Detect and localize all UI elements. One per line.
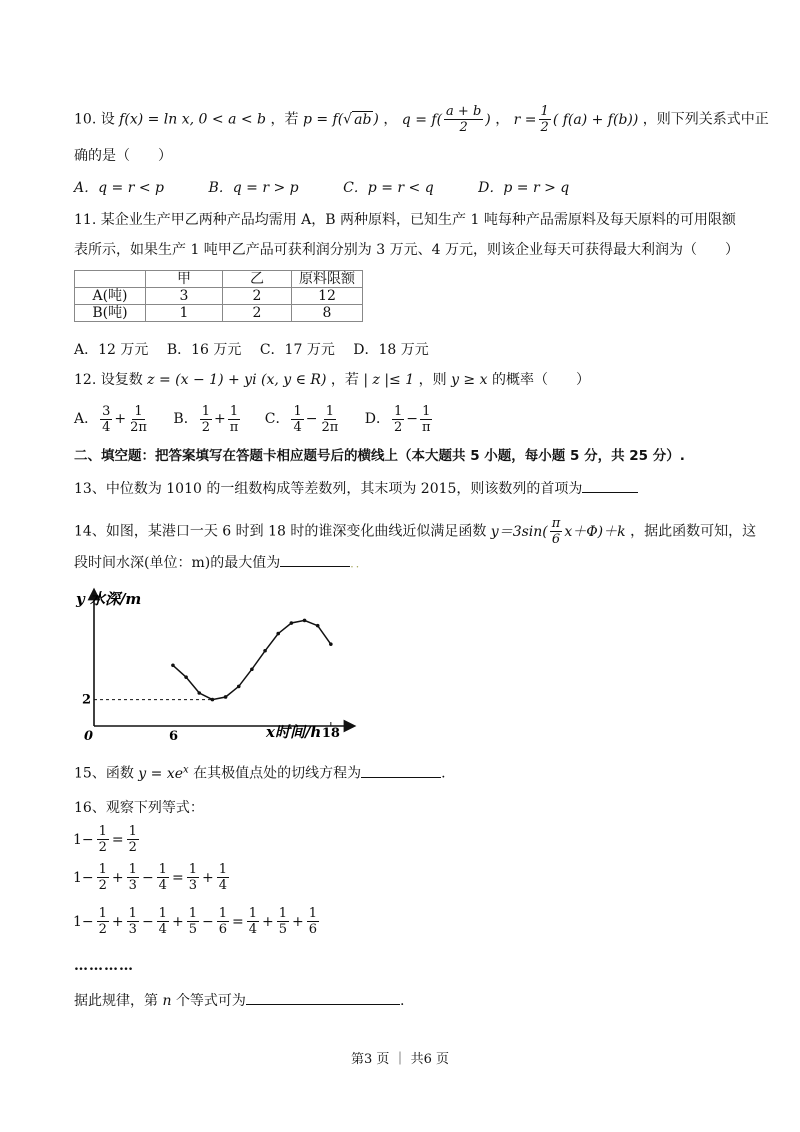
- eq-fraction: $\frac{1}{2}$: [98, 824, 107, 855]
- eq-operator: +: [262, 913, 274, 930]
- q16-ellipsis: …………: [74, 958, 134, 974]
- eq-operator: +: [171, 913, 184, 930]
- q10-options: [74, 178, 569, 198]
- y-axis-label: y 水深/m: [76, 590, 142, 608]
- q12-option-c: C． $\frac{1}{4}$ − $\frac{1}{2\pi}$: [264, 403, 339, 435]
- q14-line1: [74, 516, 756, 547]
- q11-table: [74, 270, 363, 322]
- q16-equation-1: [72, 824, 141, 855]
- data-point: [224, 695, 228, 699]
- q10-option-b: B．q = r > p: [208, 180, 299, 196]
- eq-fraction: $\frac{1}{3}$: [188, 862, 197, 893]
- q12-cond: | z |≤ 1: [363, 372, 415, 388]
- eq-operator: =: [231, 913, 244, 930]
- table-row: [75, 305, 363, 322]
- q12-ineq: y ≥ x: [451, 372, 488, 388]
- q10-q-def: q = f( $\frac{a + b}{2}$ ): [401, 104, 491, 135]
- q12-label: 12. 设复数: [74, 372, 143, 388]
- q10-text: ，若: [270, 111, 299, 128]
- data-point: [237, 685, 241, 689]
- q12-expr: z = (x − 1) + yi (x, y ∈ R): [147, 372, 327, 388]
- q14-answer-blank[interactable]: [280, 552, 350, 567]
- table-cell: 2: [223, 288, 292, 305]
- q15-text: 15、函数: [74, 765, 134, 782]
- data-point: [197, 691, 201, 695]
- data-point: [184, 675, 188, 679]
- table-cell: 1: [146, 305, 223, 322]
- q12-option-d: D． $\frac{1}{2}$ − $\frac{1}{\pi}$: [364, 403, 431, 435]
- q16-intro: 16、观察下列等式：: [74, 800, 204, 816]
- q10-r-def: r = $\frac{1}{2}$ ( f(a) + f(b)): [513, 104, 639, 135]
- q12-text: ，若: [330, 372, 359, 388]
- eq-operator: +: [292, 913, 304, 930]
- q16-text: 个等式可为: [175, 993, 246, 1009]
- x-axis-label: x时间/h: [266, 723, 322, 741]
- table-header-row: [75, 271, 363, 288]
- q10-option-d: D．p = r > q: [478, 180, 570, 196]
- q12-text: ，则: [418, 372, 447, 388]
- q10-sep: ，: [495, 111, 510, 128]
- eq-fraction: $\frac{1}{3}$: [128, 862, 137, 893]
- q13-answer-blank[interactable]: [582, 478, 638, 493]
- table-header-cell: 原料限额: [292, 271, 363, 288]
- eq-fraction: $\frac{1}{3}$: [128, 906, 137, 937]
- q16-tail: .: [399, 993, 405, 1009]
- eq-operator: =: [171, 869, 184, 886]
- q12-text: 的概率（ ）: [491, 372, 590, 388]
- q12-line1: [74, 370, 590, 390]
- data-point: [276, 632, 280, 636]
- eq-fraction: $\frac{1}{2}$: [128, 824, 137, 855]
- eq-fraction: $\frac{1}{6}$: [308, 906, 318, 937]
- table-cell: 3: [146, 288, 223, 305]
- table-cell: 8: [292, 305, 363, 322]
- eq-operator: =: [111, 831, 124, 848]
- eq-fraction: $\frac{1}{5}$: [278, 906, 288, 937]
- q16-n: n: [162, 993, 172, 1009]
- data-point: [303, 619, 307, 623]
- eq-fraction: $\frac{1}{5}$: [188, 906, 197, 937]
- eq-operator: −: [141, 913, 154, 930]
- eq-operator: 1−: [73, 831, 94, 848]
- eq-fraction: $\frac{1}{2}$: [98, 862, 107, 893]
- eq-operator: 1−: [73, 913, 94, 930]
- q14-text: 14、如图，某港口一天 6 时到 18 时的谁深变化曲线近似满足函数: [74, 523, 487, 540]
- data-point: [329, 642, 333, 646]
- page-footer: 第3 页 ｜ 共6 页: [350, 1052, 450, 1067]
- eq-fraction: $\frac{1}{4}$: [158, 862, 167, 893]
- data-point: [250, 667, 254, 671]
- q10-line1: [74, 104, 769, 135]
- q14-line2: [74, 552, 367, 574]
- x-tick-label-18: 18: [321, 726, 340, 741]
- q10-sep: ，: [383, 111, 398, 128]
- q16-last-line: [74, 990, 404, 1011]
- water-depth-chart: [70, 586, 370, 746]
- q15-text: 在其极值点处的切线方程为: [193, 765, 362, 782]
- q10-option-c: C．p = r < q: [343, 180, 434, 196]
- q12-options: [74, 402, 435, 436]
- q10-function: f(x) = ln x, 0 < a < b: [119, 111, 267, 128]
- data-point: [211, 698, 215, 702]
- q16-equation-2: [72, 862, 231, 893]
- table-cell: A(吨): [75, 288, 146, 305]
- q14-text: ，据此函数可知，这: [630, 523, 757, 540]
- data-point: [316, 624, 320, 628]
- q14-function: y＝3sin( $\frac{\pi}{6}$ x＋Φ)＋k: [490, 516, 626, 547]
- eq-fraction: $\frac{1}{4}$: [248, 906, 257, 937]
- section-2-heading: 二、填空题：把答案填写在答题卡相应题号后的横线上（本大题共 5 小题，每小题 5 分，共 25 分）.: [74, 448, 685, 464]
- q10-label: 10. 设: [74, 111, 115, 128]
- q14-text: 段时间水深(单位：m)的最大值为: [74, 555, 281, 571]
- q11-line1: 11. 某企业生产甲乙两种产品均需用 A，B 两种原料，已知生产 1 吨每种产品需原料及每天原料的可用限额: [74, 212, 736, 228]
- q10-p-def: p = f(√ ab ): [302, 111, 379, 128]
- eq-fraction: $\frac{1}{4}$: [218, 862, 227, 893]
- q11-option-b: B．16 万元: [166, 342, 242, 358]
- x-tick-label-6: 6: [168, 729, 178, 744]
- eq-fraction: $\frac{1}{4}$: [158, 906, 167, 937]
- table-cell: 12: [292, 288, 363, 305]
- eq-fraction: $\frac{1}{6}$: [218, 906, 227, 937]
- origin-label: 0: [84, 729, 94, 744]
- table-header-cell: 甲: [146, 271, 223, 288]
- data-point: [263, 649, 267, 653]
- q16-equation-3: [72, 906, 321, 937]
- table-row: [75, 288, 363, 305]
- table-header-cell: 乙: [223, 271, 292, 288]
- q11-options: [74, 340, 429, 360]
- q11-option-a: A．12 万元: [74, 342, 149, 358]
- q14-blank-tail: ．．: [350, 557, 367, 570]
- eq-operator: +: [201, 869, 214, 886]
- table-header-cell: [75, 271, 146, 288]
- q11-line2: 表所示，如果生产 1 吨甲乙产品可获利润分别为 3 万元、4 万元，则该企业每天可获得最大利润为（ ）: [74, 242, 739, 258]
- q13-text: 13、中位数为 1010 的一组数构成等差数列，其末项为 2015，则该数列的首项为: [74, 481, 583, 497]
- table-cell: B(吨): [75, 305, 146, 322]
- q16-answer-blank[interactable]: [246, 990, 400, 1005]
- q15: [74, 760, 446, 784]
- eq-fraction: $\frac{1}{2}$: [98, 906, 107, 937]
- q10-text: ，则下列关系式中正: [642, 111, 769, 128]
- series-line: [173, 620, 331, 699]
- q10-line2: 确的是（ ）: [74, 148, 172, 164]
- eq-operator: +: [111, 869, 124, 886]
- q10-option-a: A．q = r < p: [74, 180, 164, 196]
- q15-tail: .: [441, 765, 446, 782]
- q13: [74, 478, 638, 499]
- eq-operator: −: [201, 913, 214, 930]
- q16-text: 据此规律，第: [74, 993, 158, 1009]
- data-point: [171, 663, 175, 667]
- y-tick-label-2: 2: [82, 692, 92, 708]
- eq-operator: −: [141, 869, 154, 886]
- q15-function: $y = xe^x$: [138, 764, 189, 782]
- eq-operator: 1−: [73, 869, 94, 886]
- table-cell: 2: [223, 305, 292, 322]
- eq-operator: +: [111, 913, 124, 930]
- data-point: [290, 621, 294, 625]
- q11-option-c: C．17 万元: [259, 342, 335, 358]
- q12-option-b: B． $\frac{1}{2}$ + $\frac{1}{\pi}$: [173, 403, 239, 435]
- q15-answer-blank[interactable]: [361, 763, 441, 778]
- q12-option-a: A． $\frac{3}{4}$ + $\frac{1}{2\pi}$: [74, 403, 147, 435]
- q11-option-d: D．18 万元: [353, 342, 429, 358]
